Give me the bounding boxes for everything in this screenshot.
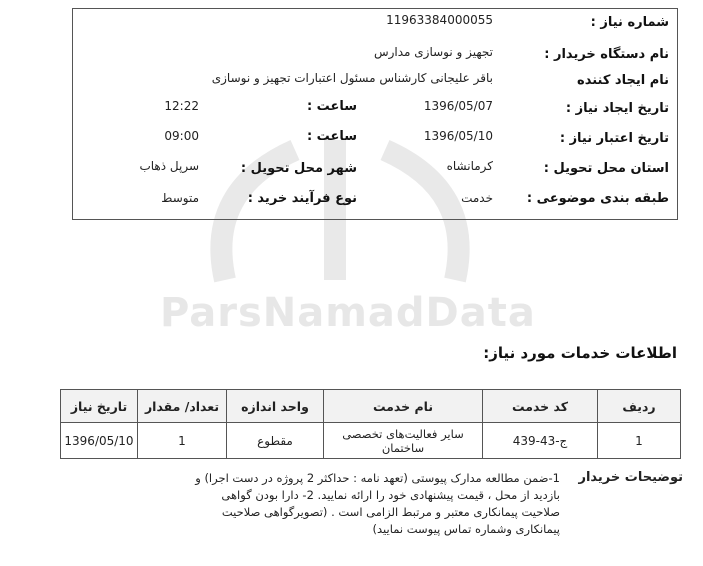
watermark-brand: ParsNamadData [160, 290, 536, 336]
buyer-notes-label: توضیحات خریدار [578, 470, 683, 485]
process-value: متوسط [161, 191, 199, 205]
province-label: استان محل تحویل : [543, 161, 669, 176]
col-header-need-date: تاریخ نیاز [61, 390, 138, 423]
created-time-label: ساعت : [306, 99, 357, 114]
creator-value: باقر علیجانی کارشناس مسئول اعتبارات تجهیز و نوسازی [211, 71, 493, 85]
validity-time-label: ساعت : [306, 129, 357, 144]
province-value: کرمانشاه [446, 159, 493, 173]
city-label: شهر محل تحویل : [240, 161, 357, 176]
col-header-row-number: ردیف [598, 390, 681, 423]
buyer-org-value: تجهیز و نوسازی مدارس [373, 45, 493, 59]
col-header-service-name: نام خدمت [324, 390, 483, 423]
cell-row-number: 1 [598, 423, 681, 459]
created-date-value: 1396/05/07 [423, 99, 493, 113]
cell-quantity: 1 [138, 423, 227, 459]
created-date-label: تاریخ ایجاد نیاز : [565, 101, 669, 116]
services-table [60, 389, 681, 459]
need-number-value: 11963384000055 [386, 13, 493, 27]
need-number-label: شماره نیاز : [590, 15, 669, 30]
col-header-unit: واحد اندازه [227, 390, 324, 423]
cell-unit: مقطوع [227, 423, 324, 459]
table-row [61, 423, 681, 459]
need-info-box [72, 8, 678, 220]
creator-label: نام ایجاد کننده [577, 73, 669, 88]
created-time-value: 12:22 [164, 99, 199, 113]
category-value: خدمت [461, 191, 493, 205]
process-label: نوع فرآیند خرید : [247, 191, 357, 206]
cell-need-date: 1396/05/10 [61, 423, 138, 459]
validity-time-value: 09:00 [164, 129, 199, 143]
validity-date-label: تاریخ اعتبار نیاز : [559, 131, 669, 146]
city-value: سرپل ذهاب [139, 159, 199, 173]
table-header-row [61, 390, 681, 423]
cell-service-code: ج-43-439 [483, 423, 598, 459]
cell-service-name: سایر فعالیت‌های تخصصی ساختمان [324, 423, 483, 459]
validity-date-value: 1396/05/10 [423, 129, 493, 143]
services-section-title: اطلاعات خدمات مورد نیاز: [483, 344, 677, 362]
buyer-org-label: نام دستگاه خریدار : [544, 47, 669, 62]
buyer-notes-text: 1-ضمن مطالعه مدارک پیوستی (تعهد نامه : حداکثر 2 پروژه در دست اجرا) و بازدید از محل ، قیمت پیشنهادی خود را ارائه نمایید. 2- دارا بودن گواهی صلاحیت پیمانکاری معتبر و مرتبط الزامی است . (تصویرگواهی صلاحیت پیمانکاری وشماره تماس پیوست نمایید) [195, 471, 560, 536]
category-label: طبقه بندی موضوعی : [526, 191, 669, 206]
col-header-service-code: کد خدمت [483, 390, 598, 423]
col-header-quantity: تعداد/ مقدار [138, 390, 227, 423]
